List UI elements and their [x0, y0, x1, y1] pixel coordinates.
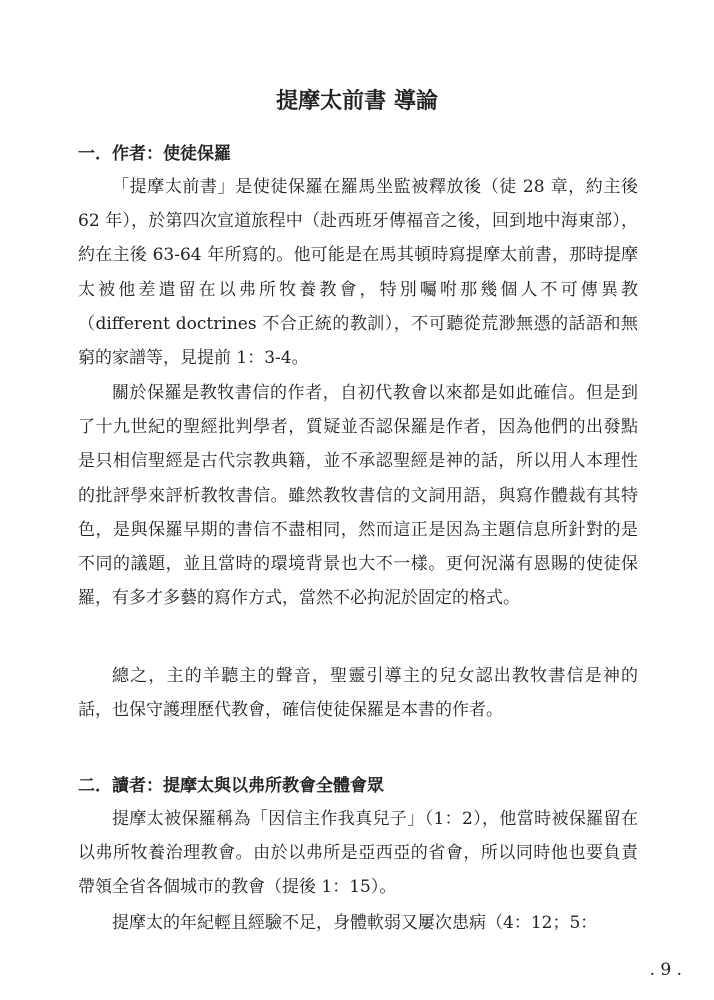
page-title: 提摩太前書 導論: [276, 89, 438, 114]
section-heading-readers: 二．讀者：提摩太與以弗所教會全體會眾: [78, 776, 384, 796]
paragraph-readers-1: 提摩太被保羅稱為「因信主作我真兒子」（1：2），他當時被保羅留在以弗所牧養治理教會。由於以弗所是亞西亞的省會，所以同時他也要負責帶領全省各個城市的教會（提後 1：15）。: [78, 809, 638, 898]
paragraph-author-3: 總之，主的羊聽主的聲音，聖靈引導主的兒女認出教牧書信是神的話，也保守護理歷代教會，確信使徒保羅是本書的作者。: [78, 666, 638, 721]
paragraph-author-2: 關於保羅是教牧書信的作者，自初代教會以來都是如此確信。但是到了十九世紀的聖經批判學者，質疑並否認保羅是作者，因為他們的出發點是只相信聖經是古代宗教典籍，並不承認聖經是神的話，所以用人本理性的批評學來評析教牧書信。雖然教牧書信的文詞用語，與寫作體裁有其特色，是與保羅早期的書信不盡相同，然而這正是因為主題信息所針對的是不同的議題，並且當時的環境背景也大不一樣。更何況滿有恩賜的使徒保羅，有多才多藝的寫作方式，當然不必拘泥於固定的格式。: [78, 383, 638, 609]
page-number: . 9 .: [649, 960, 682, 980]
paragraph-author-1: 「提摩太前書」是使徒保羅在羅馬坐監被釋放後（徒 28 章，約主後 62 年），於第四次宣道旅程中（赴西班牙傳福音之後，回到地中海東部），約在主後 63-64 年所寫的。他可能是在馬其頓時寫提摩太前書，那時提摩太被他差遣留在以弗所牧養教會，特別囑咐那幾個人不可傳異教（different doctrines 不合正統的教訓），不可聽從荒渺無憑的話語和無窮的家譜等，見提前 1：3-4。: [78, 177, 638, 369]
paragraph-readers-2: 提摩太的年紀輕且經驗不足，身體軟弱又屢次患病（4：12；5：: [112, 913, 598, 933]
section-heading-author: 一．作者：使徒保羅: [78, 144, 231, 164]
